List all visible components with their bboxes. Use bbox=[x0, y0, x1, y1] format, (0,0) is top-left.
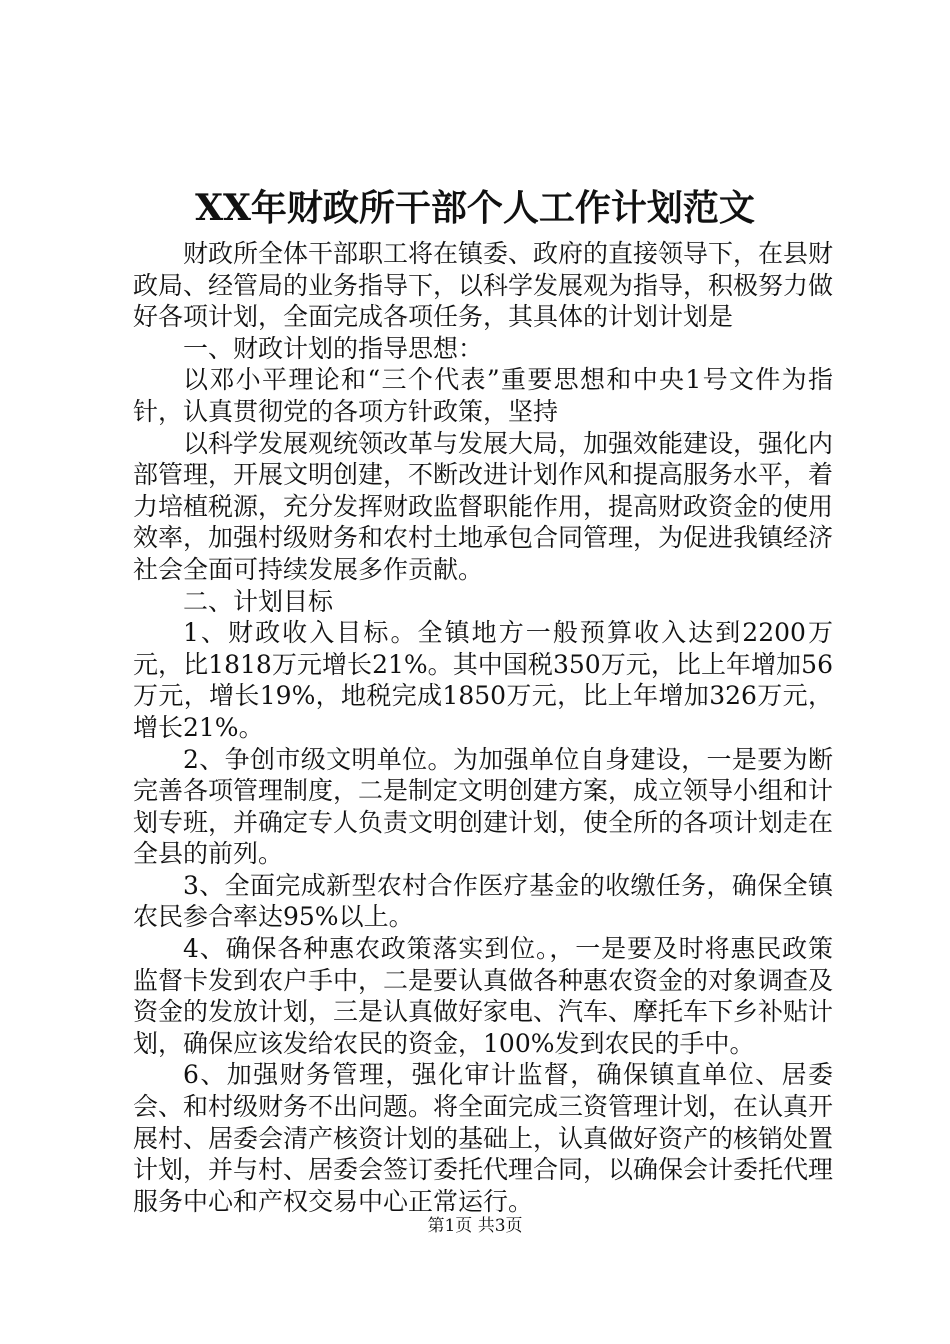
section-heading-plan-goals: 二、计划目标 bbox=[183, 586, 334, 616]
goal-item-finance-management: 6、加强财务管理，强化审计监督，确保镇直单位、居委会、和村级财务不出问题。将全面完成三资管理计划，在认真开展村、居委会清产核资计划的基础上，认真做好资产的核销处置计划，并与村、居委会签订委托代理合同，以确保会计委托代理服务中心和产权交易中心正常运行。 bbox=[133, 1060, 834, 1216]
development-paragraph: 以科学发展观统领改革与发展大局，加强效能建设，强化内部管理，开展文明创建，不断改进计划作风和提高服务水平，着力培植税源，充分发挥财政监督职能作用，提高财政资金的使用效率，加强村级财务和农村土地承包合同管理，为促进我镇经济社会全面可持续发展多作贡献。 bbox=[133, 428, 834, 584]
goal-item-policy: 4、确保各种惠农政策落实到位。，一是要及时将惠民政策监督卡发到农户手中，二是要认真做各种惠农资金的对象调查及资金的发放计划，三是认真做好家电、汽车、摩托车下乡补贴计划，确保应该发给农民的资金，100%发到农民的手中。 bbox=[133, 934, 834, 1058]
document-title: XX年财政所干部个人工作计划范文 bbox=[195, 187, 755, 229]
goal-item-civilized-unit: 2、争创市级文明单位。为加强单位自身建设，一是要为断完善各项管理制度，二是制定文明创建方案，成立领导小组和计划专班，并确定专人负责文明创建计划，使全所的各项计划走在全县的前列。 bbox=[133, 744, 834, 869]
section-heading-guiding-thought: 一、财政计划的指导思想： bbox=[183, 333, 484, 363]
document-body bbox=[133, 238, 833, 1217]
goal-item-medical-fund: 3、全面完成新型农村合作医疗基金的收缴任务，确保全镇农民参合率达95%以上。 bbox=[133, 870, 833, 932]
page-footer: 第1页 共3页 bbox=[427, 1216, 523, 1236]
guiding-thought-paragraph: 以邓小平理论和“三个代表”重要思想和中央1号文件为指针，认真贯彻党的各项方针政策，坚持 bbox=[133, 365, 833, 426]
intro-paragraph: 财政所全体干部职工将在镇委、政府的直接领导下，在县财政局、经管局的业务指导下，以科学发展观为指导，积极努力做好各项计划，全面完成各项任务，其具体的计划计划是 bbox=[133, 239, 834, 332]
goal-item-revenue: 1、财政收入目标。全镇地方一般预算收入达到2200万元，比1818万元增长21%。其中国税350万元，比上年增加56万元，增长19%，地税完成1850万元，比上年增加326万元，增长21%。 bbox=[133, 618, 833, 742]
